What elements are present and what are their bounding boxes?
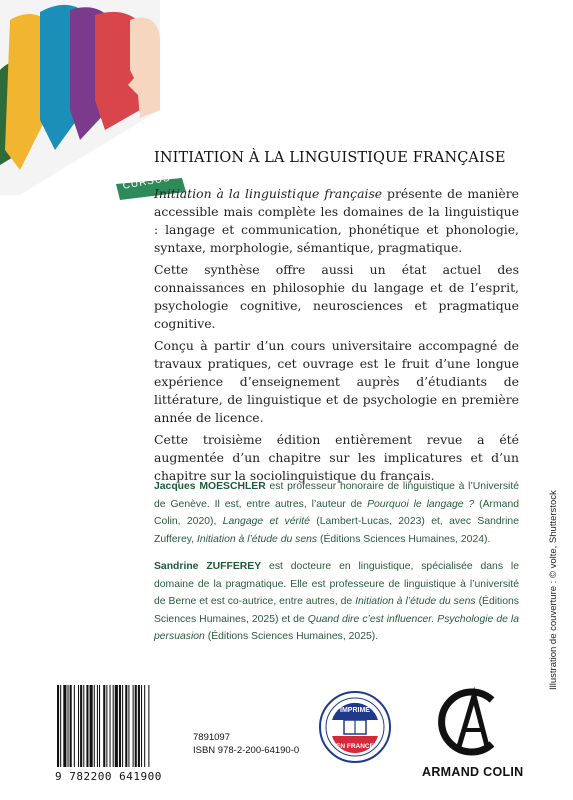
barcode-bar — [106, 685, 107, 767]
author-first-name: Jacques — [154, 481, 200, 492]
barcode-bar — [80, 685, 82, 767]
barcode-bar — [94, 685, 95, 767]
author-name — [154, 481, 266, 492]
author-last-name: ZUFFEREY — [206, 561, 262, 572]
barcode-bar — [122, 685, 123, 767]
barcode-digits: 9 782200 641900 — [55, 770, 162, 783]
barcode-bar — [60, 685, 61, 767]
book-description — [154, 185, 519, 489]
description-p1-text: présente de manière accessible mais complète les domaines de la linguistique : langage et communication, phonétique et phonologie, syntaxe, morphologie, sémantique, pragmatique. — [154, 186, 519, 255]
barcode-bar — [148, 685, 149, 767]
bio-text: (Lambert-Lucas, 2023) et, avec Sandrine Zufferey, — [154, 516, 519, 545]
publisher-logo — [430, 682, 515, 762]
description-paragraph-2: Cette synthèse offre aussi un état actuel des connaissances en philosophie du langage et de l’esprit, psychologie cognitive, neurosciences et pragmatique cognitive. — [154, 262, 519, 331]
bio-text: est docteure en linguistique, spécialisée dans le domaine de la pragmatique. Elle est professeure de linguistique à l’université de Berne et est co-autrice, entre autres, de — [154, 561, 519, 607]
book-title: INITIATION À LA LINGUISTIQUE FRANÇAISE — [154, 150, 506, 166]
bio-text: est professeur honoraire de linguistique à l’Université de Genève. Il est, entre autres, l’auteur de — [154, 481, 519, 510]
cover-illustration — [0, 0, 160, 195]
isbn-block — [193, 731, 299, 757]
barcode-bar — [110, 685, 111, 767]
seal-text-top: IMPRIMÉ — [340, 707, 370, 714]
bio-text: (Éditions Sciences Humaines, 2024). — [317, 533, 491, 545]
description-paragraph-4: Cette troisième édition entièrement revue a été augmentée d’un chapitre sur les implicatures et d’un chapitre sur la sociolinguistique du français. — [154, 432, 519, 483]
barcode-bar — [138, 685, 140, 767]
barcode-bar — [78, 685, 79, 767]
author-bio-moeschler — [154, 478, 519, 548]
book-ref: Initiation à l’étude du sens — [196, 533, 318, 545]
barcode-bar — [103, 685, 105, 767]
author-first-name: Sandrine — [154, 561, 207, 572]
barcode-bar — [90, 685, 93, 767]
bio-text: (Éditions Sciences Humaines, 2025) et de — [154, 596, 519, 625]
book-ref: Pourquoi le langage ? — [367, 498, 475, 510]
author-bios — [154, 478, 519, 656]
barcode-bar — [141, 685, 142, 767]
description-paragraph-3: Conçu à partir d’un cours universitaire accompagné de travaux pratiques, cet ouvrage est le fruit d’une longue expérience d’enseignement auprès d’étudiants de littérature, de linguistique et de psychologie en première année de licence. — [154, 338, 519, 425]
product-code: 7891097 — [193, 732, 230, 743]
series-badge-label: CURSUS — [122, 172, 172, 192]
barcode-bar — [97, 685, 98, 767]
author-bio-zufferey — [154, 558, 519, 646]
barcode-bar — [83, 685, 84, 767]
barcode-bar — [113, 685, 114, 767]
cover-credit: Illustration de couverture : © volte, Shutterstock — [548, 490, 559, 690]
barcode-bar — [74, 685, 75, 767]
barcode-bar — [144, 685, 145, 767]
book-ref: Langage et vérité — [222, 516, 310, 527]
bio-text: (Armand Colin, 2020), — [154, 498, 519, 527]
barcode-bar — [115, 685, 118, 767]
barcode-bar — [68, 685, 69, 767]
seal-text-bottom: EN FRANCE — [336, 743, 374, 750]
barcode-bar — [70, 685, 72, 767]
book-ref: Quand dire c’est influencer. Psychologie de la persuasion — [154, 613, 520, 642]
barcode-bar — [135, 685, 137, 767]
barcode-bar — [125, 685, 127, 767]
barcode-bar — [133, 685, 134, 767]
barcode-bar — [57, 685, 59, 767]
barcode-bar — [63, 685, 66, 767]
barcode-bar — [128, 685, 129, 767]
barcode-bar — [86, 685, 88, 767]
barcode-bar — [119, 685, 121, 767]
description-title-italic: Initiation à la linguistique française — [154, 186, 383, 201]
printed-in-france-seal — [318, 690, 392, 764]
author-last-name: MOESCHLER — [199, 481, 266, 492]
isbn-barcode — [55, 685, 185, 770]
description-paragraph-1 — [154, 185, 519, 257]
isbn-number: ISBN 978-2-200-64190-0 — [193, 745, 300, 756]
author-name — [154, 561, 261, 572]
bio-text: (Éditions Sciences Humaines, 2025). — [204, 631, 379, 642]
barcode-bar — [99, 685, 100, 767]
book-ref: Initiation à l’étude du sens — [355, 596, 476, 607]
publisher-name: ARMAND COLIN — [422, 765, 524, 779]
